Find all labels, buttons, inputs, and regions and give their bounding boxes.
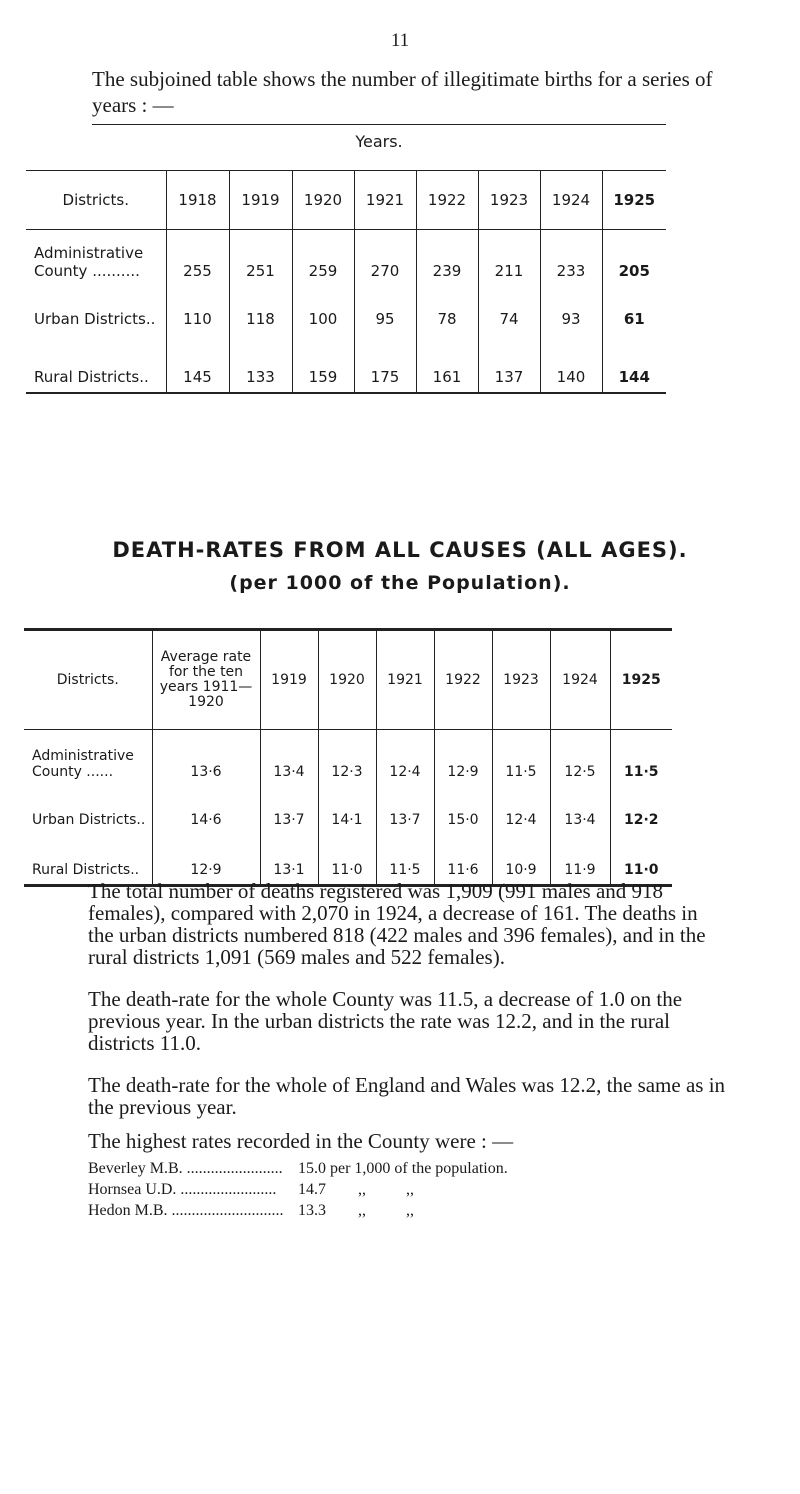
list-item [88,1179,728,1200]
table-cell: 161 [416,334,478,393]
rate-value: 13.3 ,, ,, [298,1202,414,1219]
table-cell: 118 [229,286,292,334]
table1-header-year: 1922 [416,171,478,230]
table-cell: 270 [354,230,416,287]
rate-place: Hornsea U.D. ........................ [88,1181,277,1198]
table-cell: 159 [292,334,354,393]
table-cell: 239 [416,230,478,287]
table-cell: 12·4 [492,786,550,834]
rate-place: Hedon M.B. ............................ [88,1202,284,1219]
table2-header-row [24,630,672,730]
table-cell: 11·0 [318,834,376,886]
table1-header-year: 1920 [292,171,354,230]
table-row [26,230,666,287]
table-cell: 11·0 [623,862,659,878]
table2-header-year: 1919 [260,630,318,730]
district-name: Rural Districts.. [26,334,166,393]
table-row [24,834,672,886]
table-cell: 259 [292,230,354,287]
table-cell: 211 [478,230,540,287]
intro-text: The subjoined table shows the number of illegitimate births for a series of years : — [92,67,713,117]
table2-header-year: 1920 [318,630,376,730]
table2-header-year: 1921 [376,630,434,730]
table-cell: 233 [540,230,602,287]
table2-header-year: 1925 [610,630,672,730]
rate-value: 15.0 per 1,000 of the population. [298,1160,508,1177]
table-row [24,786,672,834]
table-cell: 175 [354,334,416,393]
table-cell: 100 [292,286,354,334]
table-row [26,334,666,393]
table-cell: 12·2 [623,812,659,828]
list-item [88,1158,728,1179]
table-cell: 11·5 [376,834,434,886]
table-cell: 95 [354,286,416,334]
table1-header-year: 1919 [229,171,292,230]
table2-header-average: Average rate for the ten years 1911—1920 [152,630,260,730]
table2-header-year: 1924 [550,630,610,730]
rate-value: 14.7 ,, ,, [298,1181,414,1198]
list-item [88,1200,728,1221]
table-cell: 61 [623,310,645,328]
table-cell: 13·4 [260,730,318,787]
table-cell: 140 [540,334,602,393]
table1-caption: Years. [355,132,403,151]
illegitimate-births-table [26,170,666,394]
death-rates-table [24,628,672,887]
table-cell: 13·6 [152,730,260,787]
district-name: Rural Districts.. [24,834,152,886]
table-cell: 11·9 [550,834,610,886]
table-cell: 145 [166,334,229,393]
table1-top-rule [92,124,666,125]
table-cell: 15·0 [434,786,492,834]
table-cell: 14·6 [152,786,260,834]
table2-header-year: 1923 [492,630,550,730]
table-cell: 13·4 [550,786,610,834]
table-cell: 251 [229,230,292,287]
table-cell: 13·7 [376,786,434,834]
table1-header-districts: Districts. [26,171,166,230]
table-cell: 74 [478,286,540,334]
district-name: Administrative County ...... [24,730,152,787]
table-cell: 11·5 [623,764,659,780]
table-cell: 14·1 [318,786,376,834]
table-cell: 13·7 [260,786,318,834]
page-number: 11 [390,30,410,51]
table2-header-districts: Districts. [24,630,152,730]
district-name: Urban Districts.. [24,786,152,834]
table2-header-year: 1922 [434,630,492,730]
table1-header-year: 1921 [354,171,416,230]
table-cell: 137 [478,334,540,393]
table-row [24,730,672,787]
death-rates-heading: DEATH-RATES FROM ALL CAUSES (ALL AGES). [112,538,688,562]
table-cell: 255 [166,230,229,287]
table1-header-year: 1923 [478,171,540,230]
district-name: Administrative County .......... [26,230,166,287]
paragraph-highest-rates-intro: The highest rates recorded in the County were : — [88,1129,514,1153]
table-cell: 144 [618,368,650,386]
table-cell: 205 [618,262,650,280]
table-cell: 93 [540,286,602,334]
paragraph-total-deaths: The total number of deaths registered was 1,909 (991 males and 918 females), compared with 2,070 in 1924, a decrease of 161. The deaths in the urban districts numbered 818 (422 males and 396 females), and in the rural districts 1,091 (569 males and 522 females). [88,879,706,969]
district-name: Urban Districts.. [26,286,166,334]
table-cell: 12·3 [318,730,376,787]
death-rates-subheading: (per 1000 of the Population). [229,572,571,594]
highest-rates-list [88,1158,728,1221]
table-cell: 12·5 [550,730,610,787]
table-cell: 110 [166,286,229,334]
table1-header-row [26,171,666,230]
table1-header-year: 1925 [602,171,666,230]
table1-header-year: 1918 [166,171,229,230]
table-cell: 11·5 [492,730,550,787]
table-cell: 133 [229,334,292,393]
table-cell: 78 [416,286,478,334]
table-cell: 13·1 [260,834,318,886]
paragraph-county-death-rate: The death-rate for the whole County was 11.5, a decrease of 1.0 on the previous year. In the urban districts the rate was 12.2, and in the rural districts 11.0. [88,987,683,1055]
table-cell: 12·4 [376,730,434,787]
paragraph-england-wales-rate: The death-rate for the whole of England and Wales was 12.2, the same as in the previous year. [88,1073,726,1119]
table-row [26,286,666,334]
table-cell: 12·9 [152,834,260,886]
table-cell: 11·6 [434,834,492,886]
rate-place: Beverley M.B. ........................ [88,1160,283,1177]
table-cell: 10·9 [492,834,550,886]
table1-header-year: 1924 [540,171,602,230]
table-cell: 12·9 [434,730,492,787]
